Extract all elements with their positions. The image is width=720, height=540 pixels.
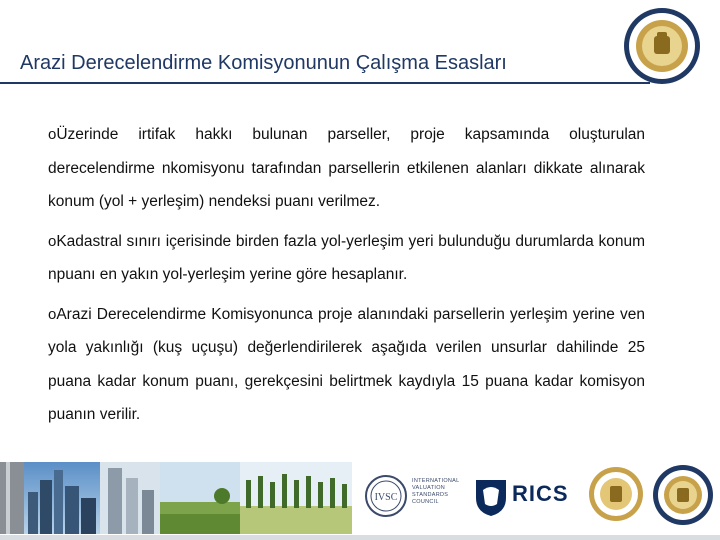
faculty-seal-icon — [588, 466, 644, 522]
bullet-marker: o — [48, 305, 57, 323]
footer-side-strip — [0, 462, 24, 534]
bullet-paragraph-3 — [48, 298, 645, 432]
ivsc-council-text — [412, 478, 472, 506]
ivsc-logo-icon — [364, 474, 408, 518]
page-title: Arazi Derecelendirme Komisyonunun Çalışma Esasları — [20, 52, 507, 74]
bullet-marker: o — [48, 126, 57, 143]
rics-lion-crest-icon — [472, 474, 510, 518]
city-skyline-photo — [24, 462, 100, 534]
bullet-text: Arazi Derecelendirme Komisyonunca proje alanındaki parsellerin yerleşim yerine ven yola yakınlığı (kuş uçuşu) değerlendirilerek aşağıda verilen unsurlar dahilinde 25 puana kadar konum puanı, gerekçesini belirtmek kaydıyla 15 puana kadar komisyon puanın verilir. — [48, 305, 645, 423]
bullet-text: Kadastral sınırı içerisinde birden fazla yol-yerleşim yeri bulunduğu durumlarda konum npuanı en yakın yol-yerleşim yerine göre hesaplanır. — [48, 232, 645, 283]
ivsc-abbr: IVSC — [374, 492, 398, 503]
ankara-university-seal-icon — [622, 6, 702, 86]
footer-bottom-bar — [0, 535, 720, 540]
ivsc-line: INTERNATIONAL — [412, 478, 460, 484]
modern-towers-photo — [100, 462, 160, 534]
ankara-university-seal-footer-icon — [652, 464, 714, 526]
green-field-photo — [160, 462, 240, 534]
bullet-marker: o — [48, 232, 57, 250]
ivsc-line: COUNCIL — [412, 499, 439, 505]
ivsc-line: VALUATION — [412, 485, 446, 491]
bullet-paragraph-2 — [48, 225, 645, 292]
content-body — [48, 118, 645, 438]
rics-wordmark: RICS — [512, 481, 569, 506]
seal-year: 1946 — [655, 74, 669, 80]
title-divider — [0, 82, 650, 84]
bullet-paragraph-1 — [48, 118, 645, 219]
ivsc-line: STANDARDS — [412, 492, 449, 498]
tree-line-photo — [240, 462, 352, 534]
bullet-text: Üzerinde irtifak hakkı bulunan parseller, proje kapsamında oluşturulan derecelendirme nkomisyonu tarafından parsellerin etkilenen alanları dikkate alınarak konum (yol + yerleşim) nendeksi puanı verilmez. — [48, 126, 645, 210]
